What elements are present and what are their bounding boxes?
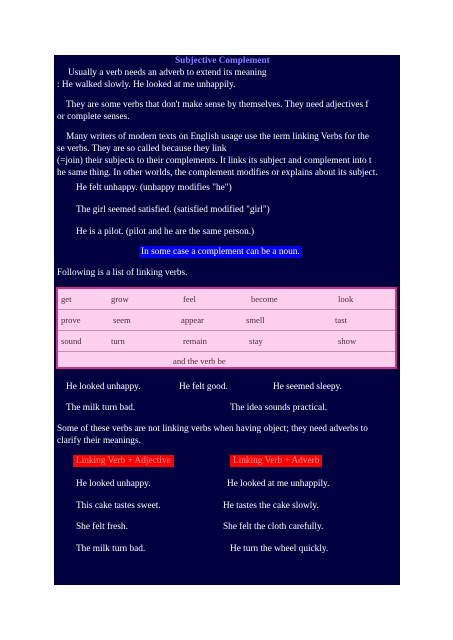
example-1: He felt unhappy. (unhappy modifies "he") (76, 183, 232, 193)
table-divider (58, 309, 395, 310)
page-title: Subjective Complement (175, 56, 270, 66)
header-adjective: Linking Verb + Adjective (73, 455, 174, 467)
intro-line-2: : He walked slowly. He looked at me unhappily. (57, 80, 236, 90)
verb-cell: become (251, 294, 278, 304)
list-intro: Following is a list of linking verbs. (57, 268, 188, 278)
para2-line-4: he same thing. In other worlds, the complement modifies or explains about its subject. (57, 168, 378, 178)
verb-cell: smell (246, 315, 265, 325)
comparison-right: He tastes the cake slowly. (223, 501, 319, 511)
comparison-right: She felt the cloth carefully. (223, 522, 324, 532)
noun-note-highlight: In some case a complement can be a noun. (141, 247, 300, 257)
verb-cell: look (338, 294, 354, 304)
sentence: He seemed sleepy. (273, 382, 342, 392)
sentence: He looked unhappy. (66, 382, 141, 392)
sentence: He felt good. (179, 382, 228, 392)
para2-line-1: Many writers of modern texts on English usage use the term linking Verbs for the (66, 132, 369, 142)
verb-cell: sound (61, 336, 82, 346)
document-page (54, 55, 400, 585)
example-2: The girl seemed satisfied. (satisfied modified "girl") (76, 205, 270, 215)
linking-verb-table (56, 287, 397, 369)
comparison-left: This cake tastes sweet. (76, 501, 161, 511)
para1-line-1: They are some verbs that don't make sense by themselves. They need adjectives f (66, 100, 369, 110)
verb-cell: tast (335, 315, 347, 325)
verb-cell: grow (111, 294, 129, 304)
verb-cell: show (338, 336, 357, 346)
para1-line-2: or complete senses. (57, 112, 130, 122)
verb-cell: prove (61, 315, 81, 325)
para2-line-3: (=join) their subjects to their complements. It links its subject and complement into t (57, 156, 372, 166)
verb-cell: remain (183, 336, 207, 346)
table-divider (58, 330, 395, 331)
comparison-left: She felt fresh. (76, 522, 128, 532)
comparison-right: He looked at me unhappily. (227, 479, 330, 489)
example-3: He is a pilot. (pilot and he are the same person.) (76, 227, 255, 237)
para3-line-1: Some of these verbs are not linking verbs when having object; they need adverbs to (57, 424, 368, 434)
verb-cell: seem (113, 315, 131, 325)
table-footer: and the verb be (173, 356, 226, 366)
verb-cell: appear (181, 315, 204, 325)
sentence: The idea sounds practical. (230, 403, 328, 413)
header-adverb: Linking Verb + Adverb (230, 455, 322, 467)
intro-line-1: Usually a verb needs an adverb to extend its meaning (68, 68, 267, 78)
verb-cell: turn (111, 336, 125, 346)
para3-line-2: clarify their meanings. (57, 436, 141, 446)
verb-cell: feel (183, 294, 196, 304)
para2-line-2: se verbs. They are so called because they link (57, 144, 227, 154)
comparison-right: He turn the wheel quickly. (230, 544, 329, 554)
comparison-left: He looked unhappy. (76, 479, 151, 489)
verb-cell: stay (249, 336, 263, 346)
verb-cell: get (61, 294, 72, 304)
comparison-left: The milk turn bad. (76, 544, 146, 554)
table-divider (58, 351, 395, 352)
sentence: The milk turn bad. (66, 403, 136, 413)
